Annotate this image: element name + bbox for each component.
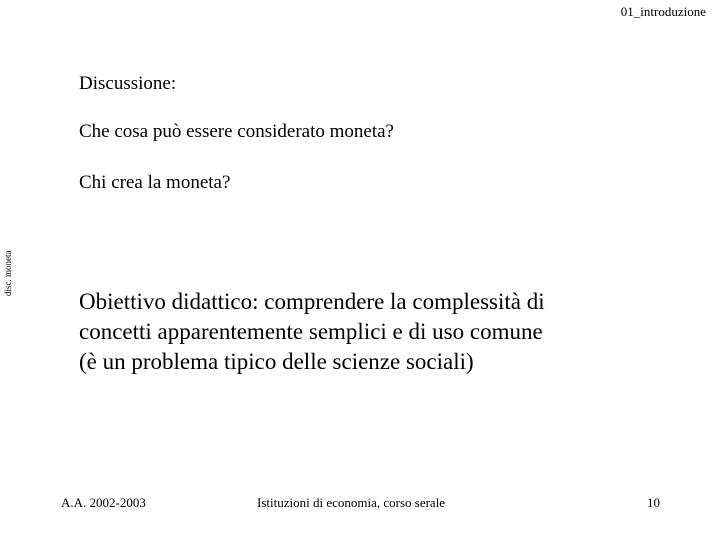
learning-objective <box>79 287 699 377</box>
side-topic-label: disc. moneta <box>3 250 13 296</box>
footer-academic-year: A.A. 2002-2003 <box>61 495 146 510</box>
section-label: 01_introduzione <box>620 4 706 19</box>
footer-course-title: Istituzioni di economia, corso serale <box>257 495 446 510</box>
discussion-question: Che cosa può essere considerato moneta? <box>79 121 394 142</box>
objective-line: Obiettivo didattico: comprendere la complessità di <box>79 289 545 314</box>
slide-number: 10 <box>647 495 660 510</box>
discussion-heading: Discussione: <box>79 73 177 94</box>
discussion-question: Chi crea la moneta? <box>79 172 231 193</box>
objective-line: concetti apparentemente semplici e di uso comune <box>79 319 543 344</box>
objective-line: (è un problema tipico delle scienze sociali) <box>79 349 474 374</box>
